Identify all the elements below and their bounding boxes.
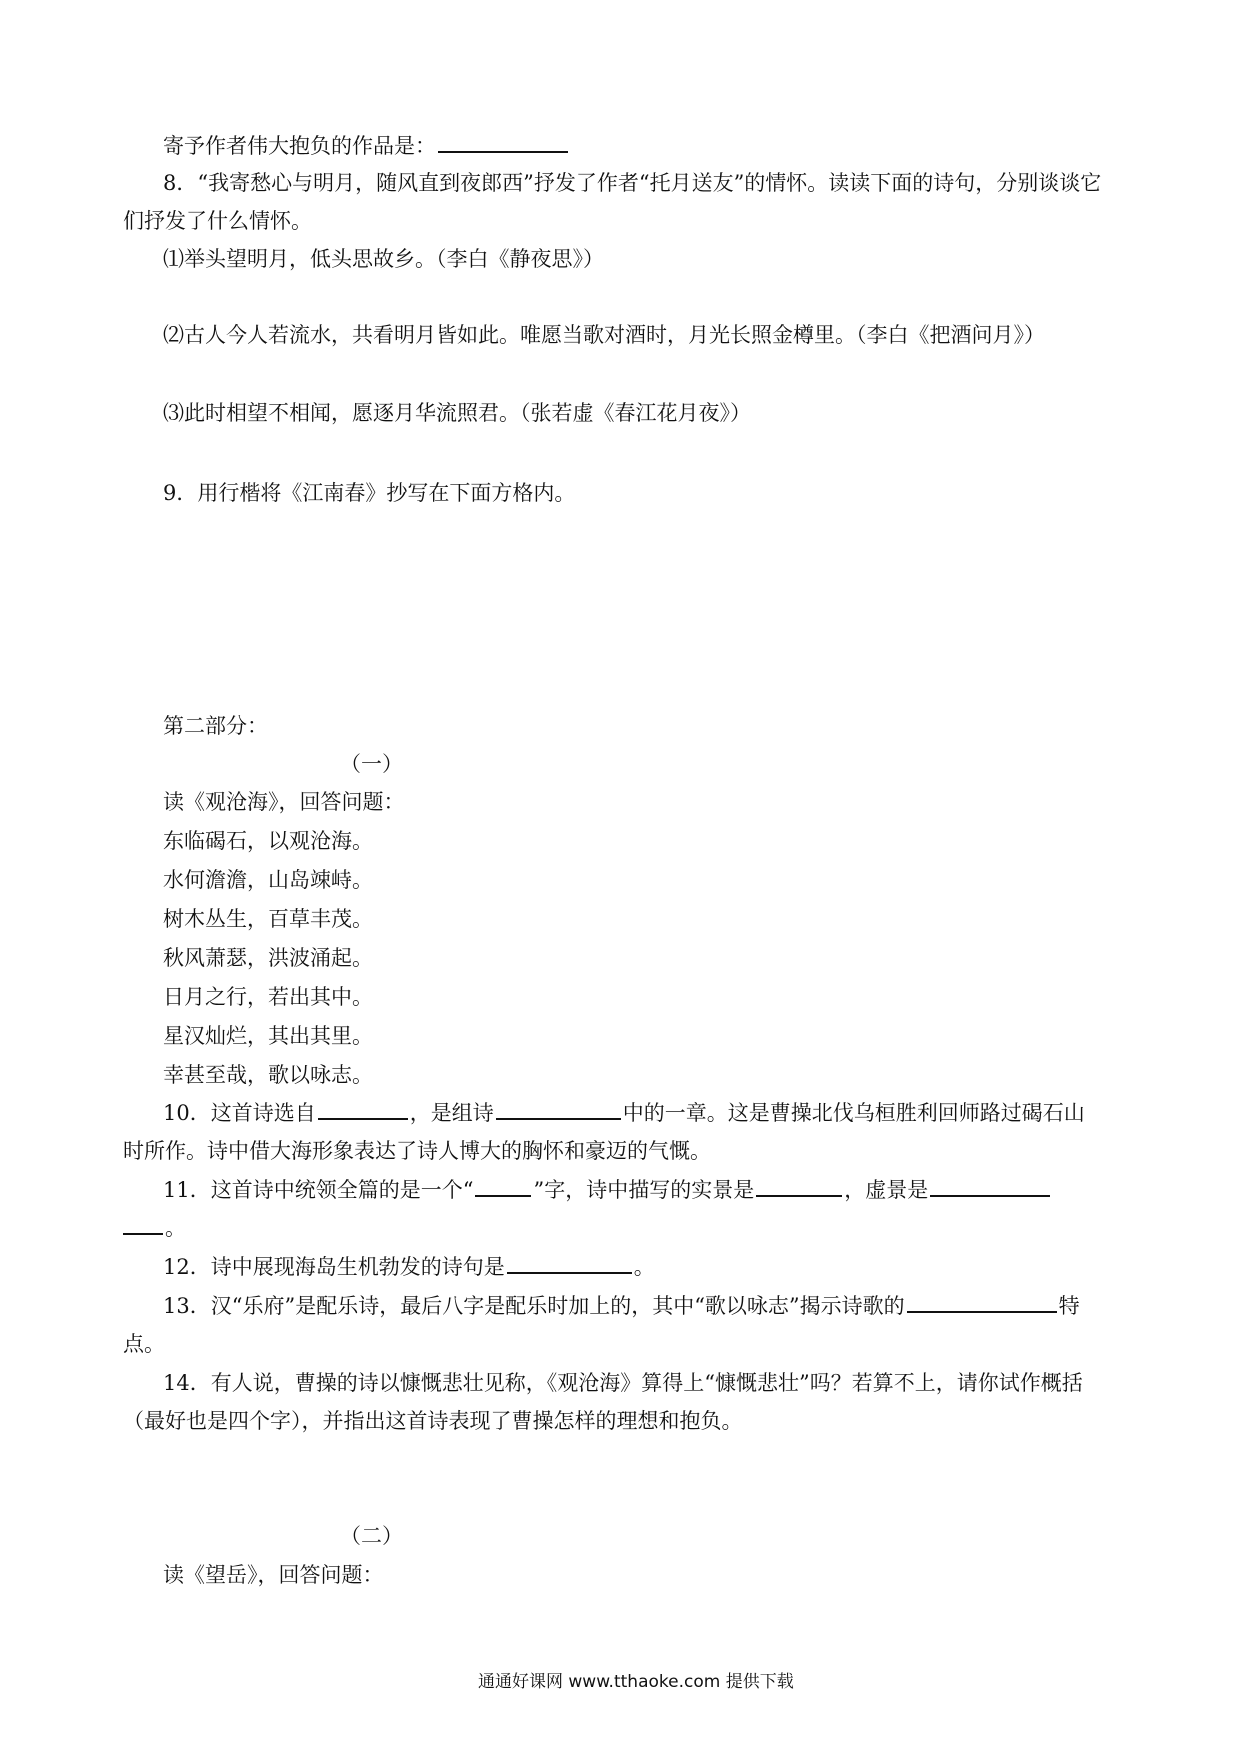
answer-blank[interactable] [475,1175,531,1197]
question-10-line2: 时所作。诗中借大海形象表达了诗人博大的胸怀和豪迈的气慨。 [123,1139,711,1163]
section-two-heading: （二） [340,1524,403,1548]
answer-blank[interactable] [930,1175,1050,1197]
question-8-line2: 们抒发了什么情怀。 [123,209,312,233]
answer-blank[interactable] [496,1098,621,1120]
question-8-line1: 8．“我寄愁心与明月，随风直到夜郎西”抒发了作者“托月送友”的情怀。读读下面的诗句，分别谈谈它 [163,171,1102,195]
poem-line: 树木丛生，百草丰茂。 [163,907,373,931]
question-14-line1: 14．有人说，曹操的诗以慷慨悲壮见称，《观沧海》算得上“慷慨悲壮”吗？若算不上，请你试作概括 [163,1371,1083,1395]
question-13-line1: 13．汉“乐府”是配乐诗，最后八字是配乐时加上的，其中“歌以咏志”揭示诗歌的 特 [163,1291,1080,1321]
question-11-line2: 。 [123,1213,186,1243]
poem-line: 星汉灿烂，其出其里。 [163,1024,373,1048]
question-14-line2: （最好也是四个字），并指出这首诗表现了曹操怎样的理想和抱负。 [123,1409,743,1433]
answer-blank[interactable] [907,1291,1057,1313]
answer-blank[interactable] [507,1252,632,1274]
answer-blank[interactable] [438,131,568,153]
poem-line: 东临碣石，以观沧海。 [163,829,373,853]
poem-line: 日月之行，若出其中。 [163,985,373,1009]
answer-blank[interactable] [123,1213,163,1235]
question-13-line2: 点。 [123,1332,165,1356]
answer-blank[interactable] [756,1175,842,1197]
question-12: 12．诗中展现海岛生机勃发的诗句是 。 [163,1252,655,1282]
answer-line-works: 寄予作者伟大抱负的作品是： [163,131,570,161]
question-11-line1: 11．这首诗中统领全篇的是一个“ ”字，诗中描写的实景是 ，虚景是 [163,1175,1052,1205]
section-one-heading: （一） [340,752,403,776]
part-two-title: 第二部分： [163,714,268,738]
poem-excerpt-3: ⑶此时相望不相闻，愿逐月华流照君。（张若虚《春江花月夜》） [163,401,751,425]
poem-excerpt-1: ⑴举头望明月，低头思故乡。（李白《静夜思》） [163,247,604,271]
poem-line: 秋风萧瑟，洪波涌起。 [163,946,373,970]
question-10-line1: 10．这首诗选自 ，是组诗 中的一章。这是曹操北伐乌桓胜利回师路过碣石山 [163,1098,1085,1128]
poem-line: 幸甚至哉，歌以咏志。 [163,1063,373,1087]
poem-excerpt-2: ⑵古人今人若流水，共看明月皆如此。唯愿当歌对酒时，月光长照金樽里。（李白《把酒问月》） [163,323,1045,347]
poem-line: 水何澹澹，山岛竦峙。 [163,868,373,892]
question-9: 9．用行楷将《江南春》抄写在下面方格内。 [163,481,576,505]
answer-blank[interactable] [318,1098,408,1120]
section-two-intro: 读《望岳》，回答问题： [163,1563,384,1587]
page-footer: 通通好课网 www.tthaoke.com 提供下载 [478,1672,794,1692]
section-one-intro: 读《观沧海》，回答问题： [163,790,405,814]
